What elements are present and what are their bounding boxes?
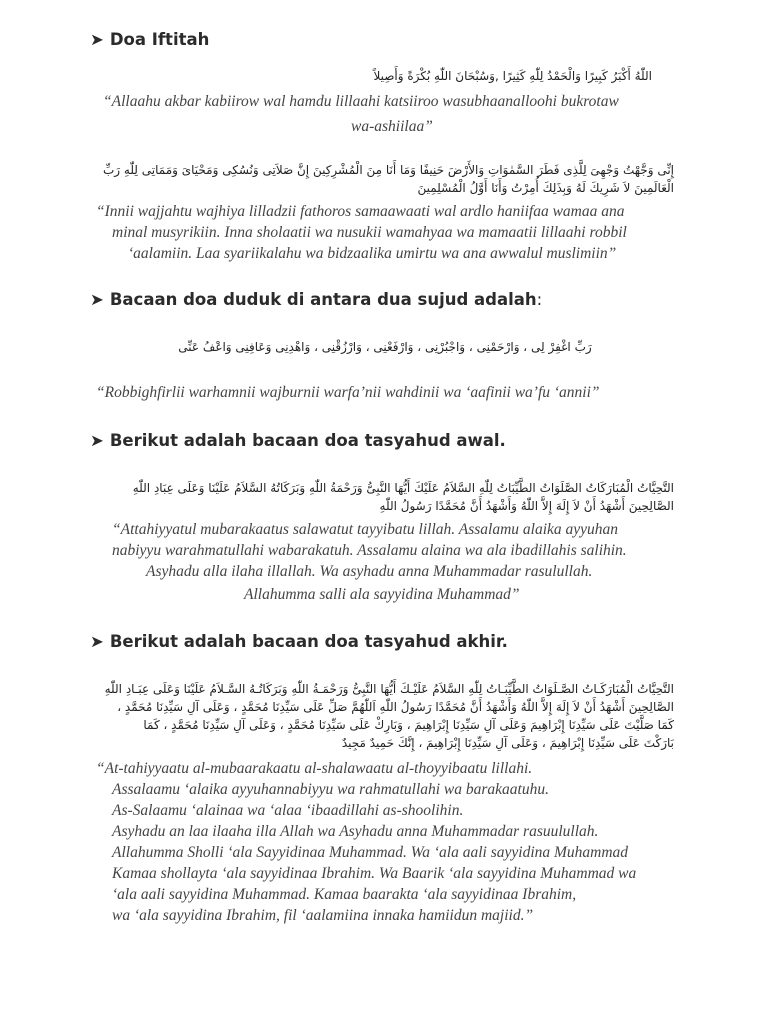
latin-iftitah-para-line-1: “Innii wajjahtu wajhiya lilladzii fathoros samaawaati wal ardlo haniifaa wamaa ana [96, 203, 625, 220]
latin-tasyahud-akhir-line-7: ‘ala aali sayyidina Muhammad. Kamaa baarakta ‘ala sayyidinaa Ibrahim, [112, 886, 577, 903]
arabic-iftitah-line-2: الْعَالَمِينَ لاَ شَرِيكَ لَهُ وَبِذَلِكَ أُمِرْتُ وَأَنَا أَوَّلُ الْمُسْلِمِينَ [417, 181, 674, 195]
latin-tasyahud-awal-line-1: “Attahiyyatul mubarakaatus salawatut tayyibatu lillah. Assalamu alaika ayyuhan [112, 521, 619, 538]
arabic-tasyahud-akhir-line-2: الصَّالِحِينَ أَشْهَدُ أَنْ لاَ إِلَهَ إِلاَّ اللّٰهُ وَأَشْهَدُ أَنَّ مُحَمَّدًا رَسُولُ اللّٰهِ اَللّٰهُمَّ صَلِّ عَلَى سَيِّدِنَا مُحَمَّدٍ ، وَعَلَى آلِ سَيِّدِنَا مُحَمَّدٍ ، [117, 700, 674, 714]
heading-text: Bacaan doa duduk di antara dua sujud adalah [109, 290, 537, 309]
arabic-tasyahud-awal-line-1: التَّحِيَّاتُ الْمُبَارَكَاتُ الصَّلَوَاتُ الطَّيِّبَاتُ لِلّٰهِ السَّلاَمُ عَلَيْكَ أَيُّهَا النَّبِىُّ وَرَحْمَةُ اللّٰهِ وَبَرَكَاتُهُ السَّلاَمُ عَلَيْنَا وَعَلَى عِبَادِ اللّٰهِ [132, 481, 674, 495]
heading-tasyahud-awal [90, 431, 506, 450]
right-arrowhead-icon: ➤ [90, 431, 104, 450]
latin-tasyahud-akhir-line-6: Kamaa shollayta ‘ala sayyidinaa Ibrahim. Wa Baarik ‘ala sayyidina Muhammad wa [112, 865, 637, 882]
heading-text: Berikut adalah bacaan doa tasyahud awal. [109, 431, 506, 450]
arabic-tasyahud-akhir-line-1: التَّحِيَّاتُ الْمُبَارَكَـاتُ الصَّـلَوَاتُ الطَّيِّبَـاتُ لِلّٰهِ السَّلاَمُ عَلَيْـكَ أَيُّهَا النَّبِىُّ وَرَحْمَـةُ اللّٰهِ وَبَرَكَاتُـهُ السَّـلاَمُ عَلَيْنَا وَعَلَى عِبَـادِ اللّٰهِ [104, 682, 674, 696]
arabic-duduk-antara-sujud: رَبِّ اغْفِرْ لِى ، وَارْحَمْنِى ، وَاجْبُرْنِى ، وَارْفَعْنِى ، وَارْزُقْنِى ، وَاهْدِنِى وَعَافِنِى وَاعْفُ عَنِّى [178, 340, 592, 354]
right-arrowhead-icon: ➤ [90, 290, 104, 309]
arabic-iftitah-line-1: إِنِّى وَجَّهْتُ وَجْهِىَ لِلَّذِى فَطَرَ السَّمٰوَاتِ وَالأَرْضَ حَنِيفًا وَمَا أَنَا مِنَ الْمُشْرِكِينَ إِنَّ صَلاَتِى وَنُسُكِى وَمَحْيَاىَ وَمَمَاتِى لِلّٰهِ رَبِّ [102, 163, 674, 177]
latin-iftitah-para-line-2: minal musyrikiin. Inna sholaatii wa nusukii wamahyaa wa mamaatii lillaahi robbil [112, 224, 627, 241]
latin-tasyahud-awal-line-4: Allahumma salli ala sayyidina Muhammad” [244, 586, 520, 603]
arabic-tasyahud-akhir-line-3: كَمَا صَلَّيْتَ عَلَى سَيِّدِنَا إِبْرَاهِيمَ وَعَلَى آلِ سَيِّدِنَا إِبْرَاهِيمَ ، وَبَارِكْ عَلَى سَيِّدِنَا مُحَمَّدٍ ، وَعَلَى آلِ سَيِّدِنَا مُحَمَّدٍ ، كَمَا [143, 718, 674, 732]
latin-duduk-antara-sujud: “Robbighfirlii warhamnii wajburnii warfa’nii wahdinii wa ‘aafinii wa’fu ‘annii” [96, 384, 600, 401]
heading-doa-iftitah [90, 30, 209, 49]
latin-tasyahud-akhir-line-5: Allahumma Sholli ‘ala Sayyidinaa Muhammad. Wa ‘ala aali sayyidina Muhammad [112, 844, 629, 861]
arabic-tasyahud-awal-line-2: الصَّالِحِينَ أَشْهَدُ أَنْ لاَ إِلَهَ إِلاَّ اللّٰهُ وَأَشْهَدُ أَنَّ مُحَمَّدًا رَسُولُ اللّٰهِ [379, 499, 674, 513]
latin-tasyahud-akhir-line-4: Asyhadu an laa ilaaha illa Allah wa Asyhadu anna Muhammadar rasuulullah. [112, 823, 599, 840]
latin-tasyahud-akhir-line-1: “At-tahiyyaatu al-mubaarakaatu al-shalawaatu al-thoyyibaatu lillahi. [96, 760, 533, 777]
latin-tasyahud-awal-line-2: nabiyyu warahmatullahi wabarakatuh. Assalamu alaina wa ala ibadillahis salihin. [112, 542, 627, 559]
right-arrowhead-icon: ➤ [90, 30, 104, 49]
heading-duduk-antara-sujud: ➤ Bacaan doa duduk di antara dua sujud adalah: [90, 290, 543, 309]
right-arrowhead-icon: ➤ [90, 632, 104, 651]
latin-iftitah-para-line-3: ‘aalamiin. Laa syariikalahu wa bidzaalika umirtu wa ana awwalul muslimiin” [128, 245, 617, 262]
latin-iftitah-line-2: wa-ashiilaa” [351, 118, 433, 135]
latin-tasyahud-akhir-line-2: Assalaamu ‘alaika ayyuhannabiyyu wa rahmatullahi wa barakaatuhu. [112, 781, 549, 798]
latin-iftitah-line-1: “Allaahu akbar kabiirow wal hamdu lillaahi katsiiroo wasubhaanalloohi bukrotaw [103, 93, 619, 110]
arabic-iftitah-takbir: اللّٰهُ أَكْبَرُ كَبِيرًا وَالْحَمْدُ لِلّٰهِ كَثِيرًا ,وَسُبْحَانَ اللّٰهِ بُكْرَةً وَأَصِيلاً [373, 69, 652, 83]
heading-tasyahud-akhir [90, 632, 508, 651]
latin-tasyahud-akhir-line-3: As-Salaamu ‘alainaa wa ‘alaa ‘ibaadillahi as-shoolihin. [112, 802, 464, 819]
arabic-tasyahud-akhir-line-4: بَارَكْتَ عَلَى سَيِّدِنَا إِبْرَاهِيمَ ، وَعَلَى آلِ سَيِّدِنَا إِبْرَاهِيمَ ، إِنَّكَ حَمِيدٌ مَجِيدٌ [341, 736, 674, 750]
heading-text: Berikut adalah bacaan doa tasyahud akhir. [109, 632, 508, 651]
latin-tasyahud-awal-line-3: Asyhadu alla ilaha illallah. Wa asyhadu anna Muhammadar rasulullah. [146, 563, 593, 580]
heading-text: Doa Iftitah [109, 30, 210, 49]
latin-tasyahud-akhir-line-8: wa ‘ala sayyidina Ibrahim, fil ‘aalamiina innaka hamiidun majiid.” [112, 907, 534, 924]
